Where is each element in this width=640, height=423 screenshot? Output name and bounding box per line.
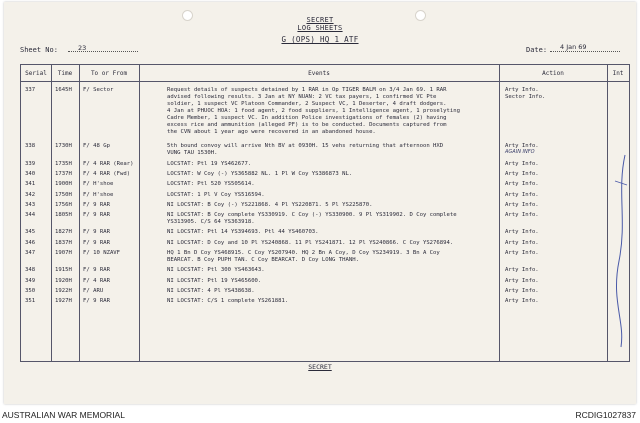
entry-to-or-from: F/ ARU bbox=[83, 287, 104, 294]
entry-to-or-from: F/ 48 Gp bbox=[83, 143, 110, 150]
column-divider bbox=[51, 65, 52, 361]
entry-action: Arty Info. bbox=[505, 229, 539, 236]
entry-action: Arty Info. bbox=[505, 160, 539, 167]
entry-event-line: BEARCAT. B Coy PUPH TAN. C Coy BEARCAT. D Coy LONG THANH. bbox=[167, 257, 359, 263]
entry-event-line: NI LOCSTAT: Ptl 14 YS394693. Ptl 44 YS460703. bbox=[167, 229, 319, 236]
entry-event-line: excess rice and ammunition (alleged PF) is to be conducted. Documents captured from bbox=[167, 122, 447, 128]
entry-to-or-from: F/ 9 RAR bbox=[83, 212, 110, 219]
entry-time: 1750H bbox=[55, 191, 72, 198]
sheet-number-value: 23 bbox=[78, 44, 87, 52]
entry-event-line: NI LOCSTAT: Ptl 19 YS465600. bbox=[167, 277, 262, 284]
column-header-int: Int bbox=[612, 70, 624, 77]
entry-to-or-from: F/ 10 NZAVF bbox=[83, 250, 121, 256]
entry-time: 1735H bbox=[55, 160, 72, 167]
unit-header: G (OPS) HQ 1 ATF bbox=[281, 35, 359, 44]
entry-time: 1837H bbox=[55, 239, 72, 246]
date-label: Date: bbox=[526, 46, 548, 54]
entry-action: Arty Info. bbox=[505, 298, 539, 305]
entry-to-or-from: F/ 9 RAR bbox=[83, 298, 110, 305]
column-header-events: Events bbox=[308, 70, 330, 77]
entry-event-line: LOCSTAT: Ptl 520 YS505614. bbox=[167, 181, 255, 188]
entry-event-line: Cadre Member, 1 suspect VC. In addition Police investigations of females (2) having bbox=[167, 115, 447, 121]
entry-action: Arty Info. bbox=[505, 267, 539, 274]
sheet-number bbox=[20, 44, 87, 54]
entry-action: Arty Info. bbox=[505, 181, 539, 188]
entry-serial: 340 bbox=[25, 170, 36, 177]
log-table bbox=[20, 64, 630, 362]
entry-event-line: Request details of suspects detained by 1 RAR in Op TIGER BALM on 3/4 Jan 69. 1 RAR bbox=[167, 87, 447, 93]
entry-serial: 347 bbox=[25, 250, 36, 256]
entry-time: 1805H bbox=[55, 212, 72, 219]
entry-event-line: NI LOCSTAT: Ptl 300 YS463643. bbox=[167, 267, 265, 274]
column-header-serial: Serial bbox=[25, 70, 47, 77]
entry-to-or-from: F/ 9 RAR bbox=[83, 229, 110, 236]
entry-to-or-from: F/ H'shoe bbox=[83, 181, 114, 188]
entry-action: Arty Info. bbox=[505, 287, 539, 294]
entry-time: 1920H bbox=[55, 277, 72, 284]
entry-action: Arty Info. bbox=[505, 170, 539, 177]
entry-event-line: NI LOCSTAT: B Coy (-) YS221868. 4 Pl YS220871. 5 Pl YS225870. bbox=[167, 201, 373, 208]
entry-time: 1927H bbox=[55, 298, 72, 305]
handwritten-note: AGAIN INFO bbox=[505, 149, 535, 156]
entry-event-line: 4 Jan at PHUOC HOA: 1 food agent, 2 food suppliers, 1 Intelligence agent, 1 proselyting bbox=[167, 108, 460, 114]
entry-action: Arty Info. bbox=[505, 201, 539, 208]
entry-serial: 343 bbox=[25, 201, 36, 208]
entry-time: 1645H bbox=[55, 87, 72, 93]
entry-to-or-from: F/ Sector bbox=[83, 87, 114, 93]
column-divider bbox=[607, 65, 608, 361]
entry-to-or-from: F/ 9 RAR bbox=[83, 239, 110, 246]
entry-serial: 345 bbox=[25, 229, 36, 236]
entry-time: 1730H bbox=[55, 143, 72, 150]
entry-event-line: HQ 1 Bn D Coy YS468915. C Coy YS207940. HQ 2 Bn A Coy, D Coy YS234919. 3 Bn A Coy bbox=[167, 250, 440, 256]
entry-event-line: 5th bound convoy will arrive Nth BV at 0930H. 15 vehs returning that afternoon HXD bbox=[167, 143, 444, 150]
entry-event-line: LOCSTAT: W Coy (-) YS365882 NL. 1 Pl W Coy YS386873 NL. bbox=[167, 170, 353, 177]
entry-to-or-from: F/ 4 RAR (Fwd) bbox=[83, 170, 131, 177]
entry-serial: 351 bbox=[25, 298, 36, 305]
date-value: 4 Jan 69 bbox=[560, 43, 587, 51]
entry-to-or-from: F/ H'shoe bbox=[83, 191, 114, 198]
classification-footer: SECRET bbox=[308, 363, 332, 371]
entry-event-line: VUNG TAU 1530H. bbox=[167, 150, 218, 157]
entry-to-or-from: F/ 4 RAR (Rear) bbox=[83, 160, 134, 167]
header-rule bbox=[21, 81, 629, 82]
entry-time: 1756H bbox=[55, 201, 72, 208]
entry-serial: 339 bbox=[25, 160, 36, 167]
entry-event-line: LOCSTAT: Ptl 19 YS462677. bbox=[167, 160, 252, 167]
entry-time: 1827H bbox=[55, 229, 72, 236]
entry-serial: 346 bbox=[25, 239, 36, 246]
entry-to-or-from: F/ 4 RAR bbox=[83, 277, 110, 284]
entry-serial: 338 bbox=[25, 143, 36, 150]
entry-event-line: advised following results. 3 Jan at NY NUAN: 2 VC tax payers, 1 confirmed VC Pte bbox=[167, 94, 437, 100]
entry-action: Arty Info. bbox=[505, 250, 539, 256]
entry-to-or-from: F/ 9 RAR bbox=[83, 267, 110, 274]
entry-event-line: NI LOCSTAT: 4 Pl YS438638. bbox=[167, 287, 255, 294]
entry-event-line: soldier, 1 suspect VC Platoon Commander, 2 Suspect VC, 1 Deserter, 4 draft dodgers. bbox=[167, 101, 447, 107]
entry-time: 1915H bbox=[55, 267, 72, 274]
entry-event-line: the CVN about 1 year ago were recovered in an abandoned house. bbox=[167, 129, 376, 135]
column-header-to-or-from: To or From bbox=[90, 70, 128, 77]
entry-action: Arty Info. bbox=[505, 212, 539, 219]
entry-serial: 341 bbox=[25, 181, 36, 188]
sheet-number-label: Sheet No: bbox=[20, 46, 58, 54]
entry-time: 1900H bbox=[55, 181, 72, 188]
entry-action: Sector Info. bbox=[505, 94, 546, 100]
archive-reference: RCDIG1027837 bbox=[575, 410, 636, 420]
entry-time: 1907H bbox=[55, 250, 72, 256]
pen-margin-mark bbox=[611, 151, 631, 351]
entry-event-line: LOCSTAT: 1 Pl V Coy YS516594. bbox=[167, 191, 265, 198]
date-line bbox=[550, 51, 620, 52]
entry-action: Arty Info. bbox=[505, 143, 539, 150]
entry-event-line: YS313905. C/S 64 YS363918. bbox=[167, 219, 255, 226]
entry-serial: 344 bbox=[25, 212, 36, 219]
entry-action: Arty Info. bbox=[505, 277, 539, 284]
entry-to-or-from: F/ 9 RAR bbox=[83, 201, 110, 208]
entry-action: Arty Info. bbox=[505, 239, 539, 246]
entry-event-line: NI LOCSTAT: D Coy and 10 Pl YS240868. 11 Pl YS241871. 12 Pl YS240866. C Coy YS276894. bbox=[167, 239, 454, 246]
archive-credit: AUSTRALIAN WAR MEMORIAL bbox=[2, 410, 125, 420]
entry-event-line: NI LOCSTAT: C/S 1 complete YS261881. bbox=[167, 298, 289, 305]
sheet-date bbox=[526, 43, 587, 54]
column-divider bbox=[79, 65, 80, 361]
column-header-action: Action bbox=[542, 70, 564, 77]
entry-serial: 348 bbox=[25, 267, 36, 274]
entry-action: Arty Info. bbox=[505, 87, 539, 93]
entry-action: Arty Info. bbox=[505, 191, 539, 198]
document-title: LOG SHEETS bbox=[297, 24, 343, 32]
entry-serial: 337 bbox=[25, 87, 36, 93]
entry-serial: 342 bbox=[25, 191, 36, 198]
entry-time: 1922H bbox=[55, 287, 72, 294]
column-header-time: Time bbox=[57, 70, 73, 77]
entry-time: 1737H bbox=[55, 170, 72, 177]
entry-serial: 349 bbox=[25, 277, 36, 284]
classification-header: SECRET bbox=[306, 16, 334, 24]
entry-event-line: NI LOCSTAT: B Coy complete YS330919. C Coy (-) YS330900. 9 Pl YS319902. D Coy complete bbox=[167, 212, 457, 219]
entry-serial: 350 bbox=[25, 287, 36, 294]
